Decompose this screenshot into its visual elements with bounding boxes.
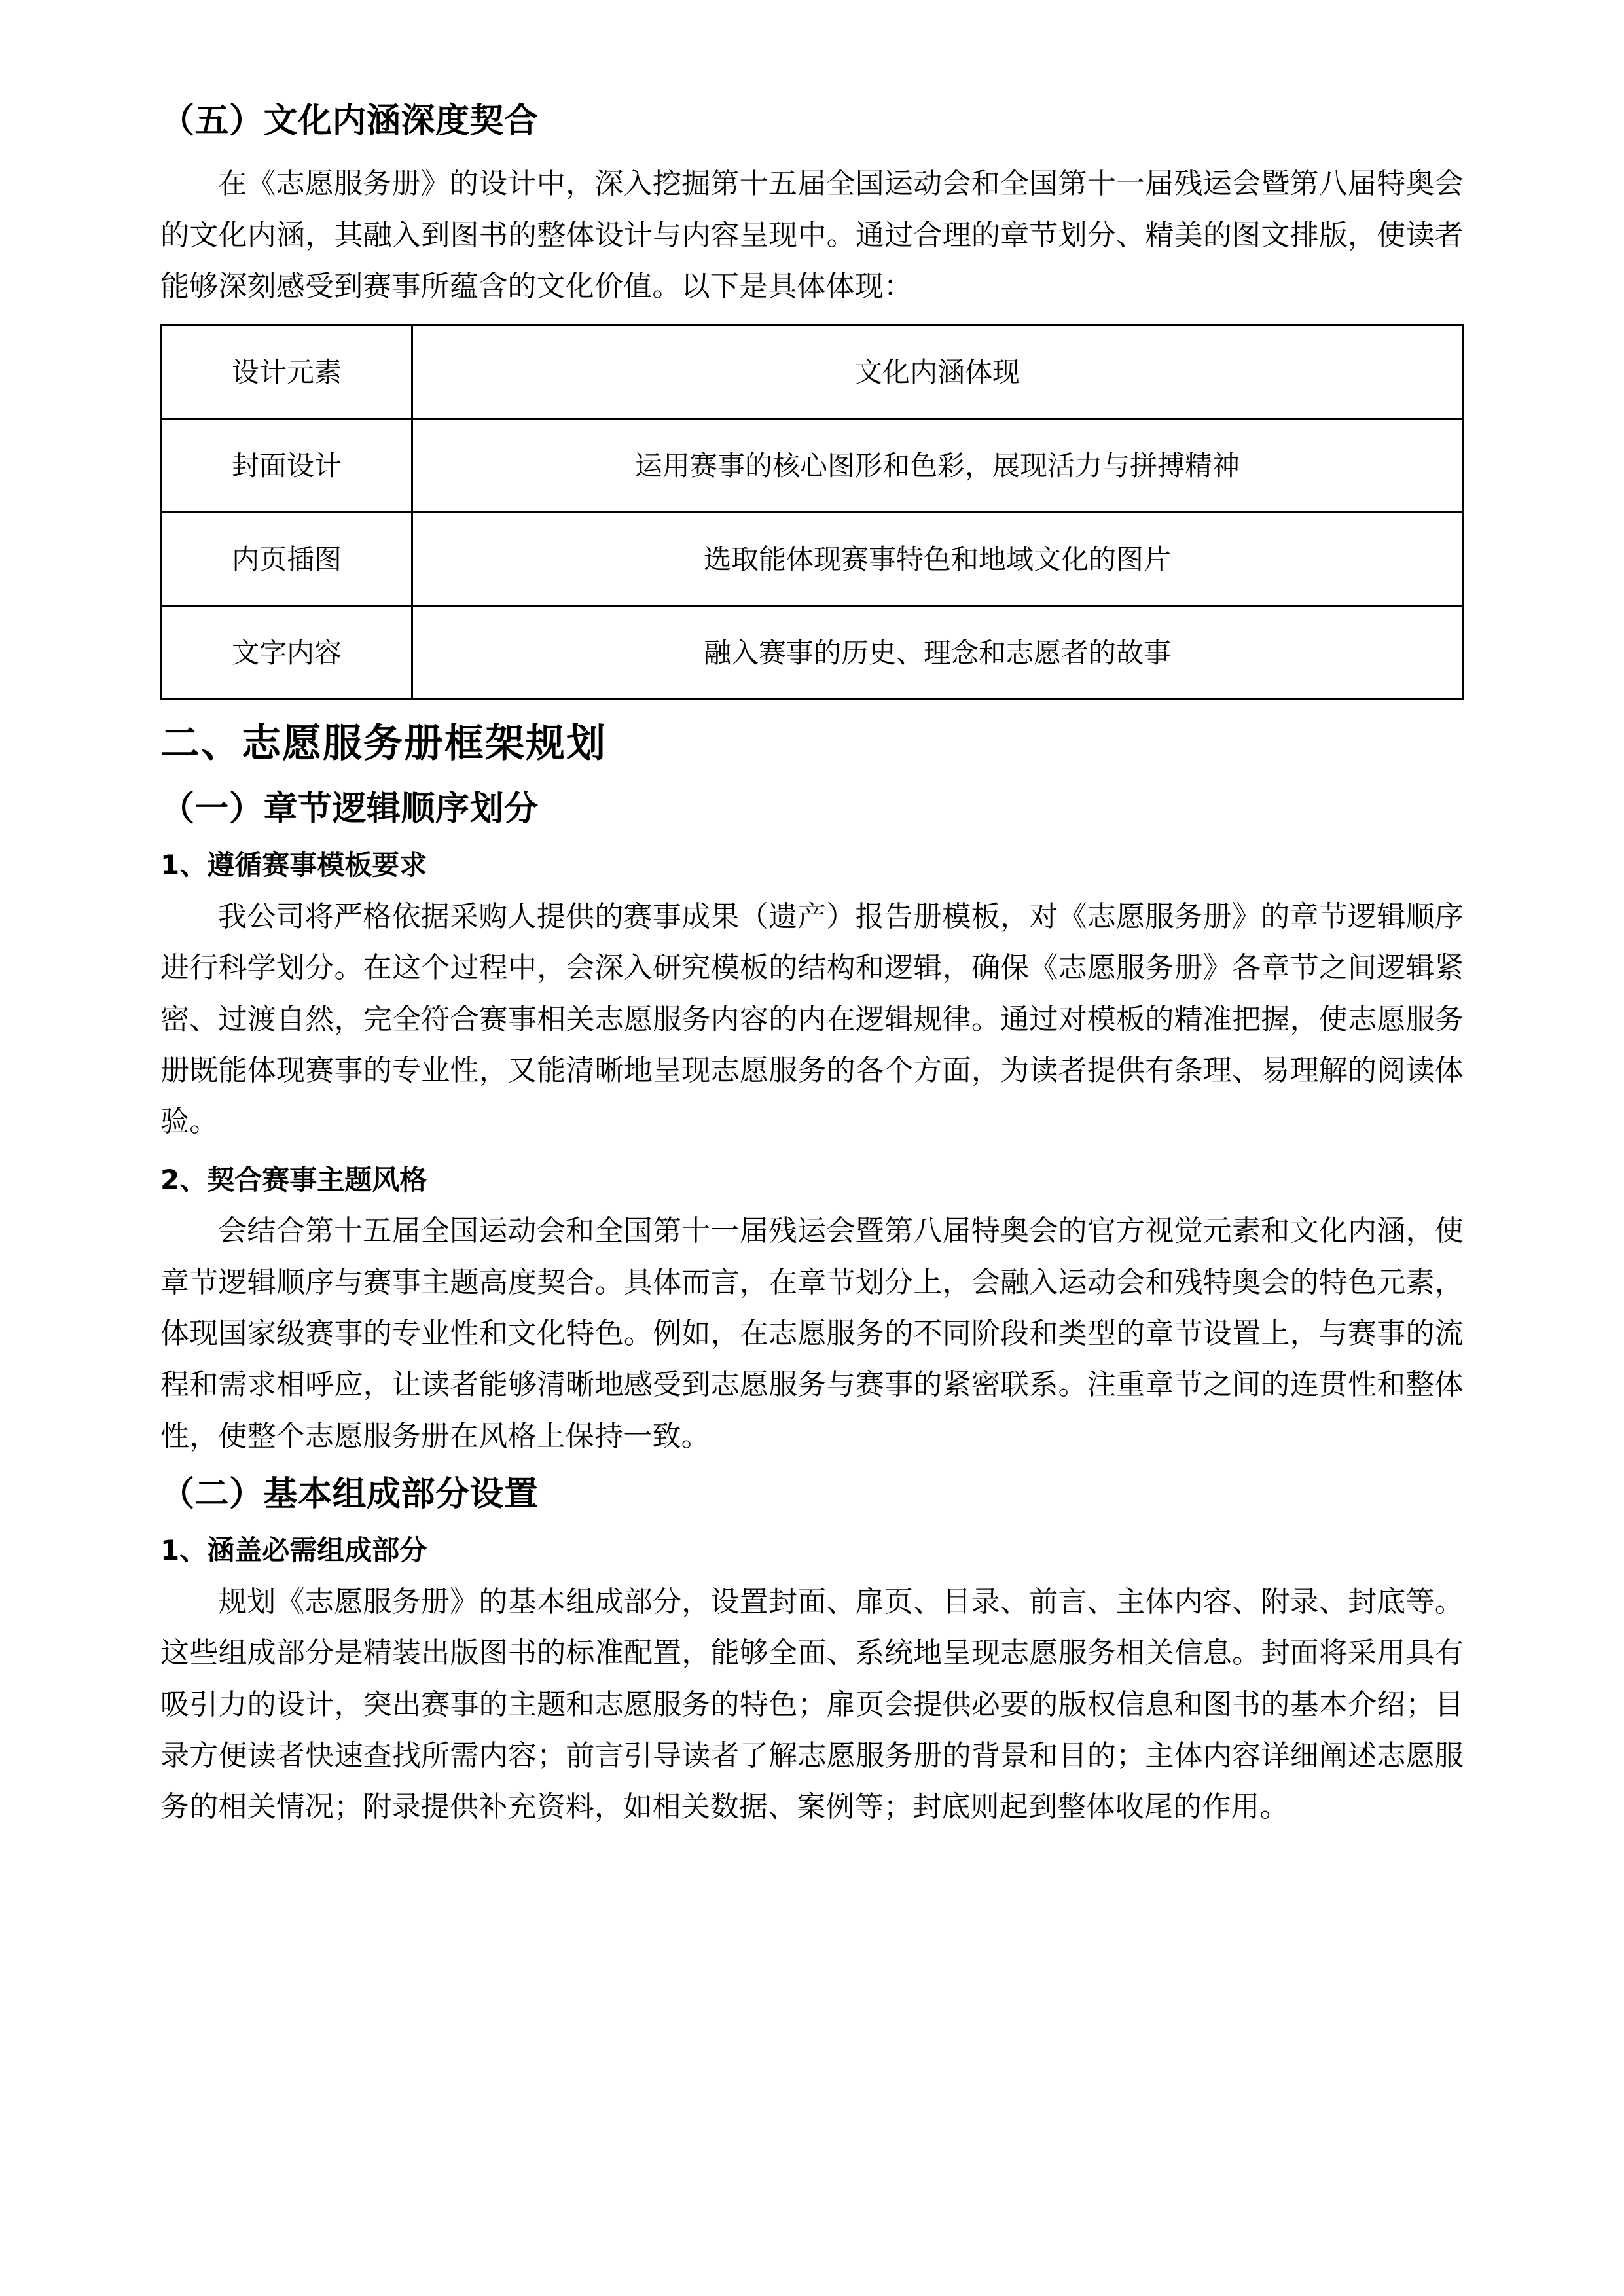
heading-item-two-one: 1、涵盖必需组成部分 — [160, 1534, 427, 1567]
document-body — [160, 98, 1464, 1833]
paragraph-item-one-two: 会结合第十五届全国运动会和全国第十一届残运会暨第八届特奥会的官方视觉元素和文化内涵，使章节逻辑顺序与赛事主题高度契合。具体而言，在章节划分上，会融入运动会和残特奥会的特色元素，体现国家级赛事的专业性和文化特色。例如，在志愿服务的不同阶段和类型的章节设置上，与赛事的流程和需求相呼应，让读者能够清晰地感受到志愿服务与赛事的紧密联系。注重章节之间的连贯性和整体性，使整个志愿服务册在风格上保持一致。 — [160, 1214, 1464, 1453]
table-row — [162, 419, 1463, 512]
heading-item-one-one: 1、遵循赛事模板要求 — [160, 849, 427, 882]
table-row — [162, 512, 1463, 606]
heading-section-two: 二、志愿服务册框架规划 — [160, 721, 607, 767]
table-cell-description: 融入赛事的历史、理念和志愿者的故事 — [412, 606, 1463, 700]
culture-connotation-table — [160, 324, 1464, 700]
table-header-row — [162, 325, 1463, 419]
heading-item-one-two: 2、契合赛事主题风格 — [160, 1163, 427, 1196]
table-cell-element: 内页插图 — [162, 512, 412, 606]
paragraph-item-one-one: 我公司将严格依据采购人提供的赛事成果（遗产）报告册模板，对《志愿服务册》的章节逻辑顺序进行科学划分。在这个过程中，会深入研究模板的结构和逻辑，确保《志愿服务册》各章节之间逻辑紧密、过渡自然，完全符合赛事相关志愿服务内容的内在逻辑规律。通过对模板的精准把握，使志愿服务册既能体现赛事的专业性，又能清晰地呈现志愿服务的各个方面，为读者提供有条理、易理解的阅读体验。 — [160, 900, 1464, 1139]
table-cell-description: 运用赛事的核心图形和色彩，展现活力与拼搏精神 — [412, 419, 1463, 512]
paragraph-section-five-intro: 在《志愿服务册》的设计中，深入挖掘第十五届全国运动会和全国第十一届残运会暨第八届特奥会的文化内涵，其融入到图书的整体设计与内容呈现中。通过合理的章节划分、精美的图文排版，使读者能够深刻感受到赛事所蕴含的文化价值。以下是具体体现： — [160, 167, 1464, 303]
table-header-design-element: 设计元素 — [162, 325, 412, 419]
heading-subsection-two: （二）基本组成部分设置 — [160, 1474, 539, 1515]
heading-section-five: （五）文化内涵深度契合 — [160, 101, 539, 141]
table-row — [162, 606, 1463, 700]
table-header-cultural-expression: 文化内涵体现 — [412, 325, 1463, 419]
table-cell-element: 文字内容 — [162, 606, 412, 700]
table-cell-description: 选取能体现赛事特色和地域文化的图片 — [412, 512, 1463, 606]
table-cell-element: 封面设计 — [162, 419, 412, 512]
heading-subsection-one: （一）章节逻辑顺序划分 — [160, 789, 539, 829]
paragraph-item-two-one: 规划《志愿服务册》的基本组成部分，设置封面、扉页、目录、前言、主体内容、附录、封底等。这些组成部分是精装出版图书的标准配置，能够全面、系统地呈现志愿服务相关信息。封面将采用具有吸引力的设计，突出赛事的主题和志愿服务的特色；扉页会提供必要的版权信息和图书的基本介绍；目录方便读者快速查找所需内容；前言引导读者了解志愿服务册的背景和目的；主体内容详细阐述志愿服务的相关情况；附录提供补充资料，如相关数据、案例等；封底则起到整体收尾的作用。 — [160, 1585, 1464, 1824]
